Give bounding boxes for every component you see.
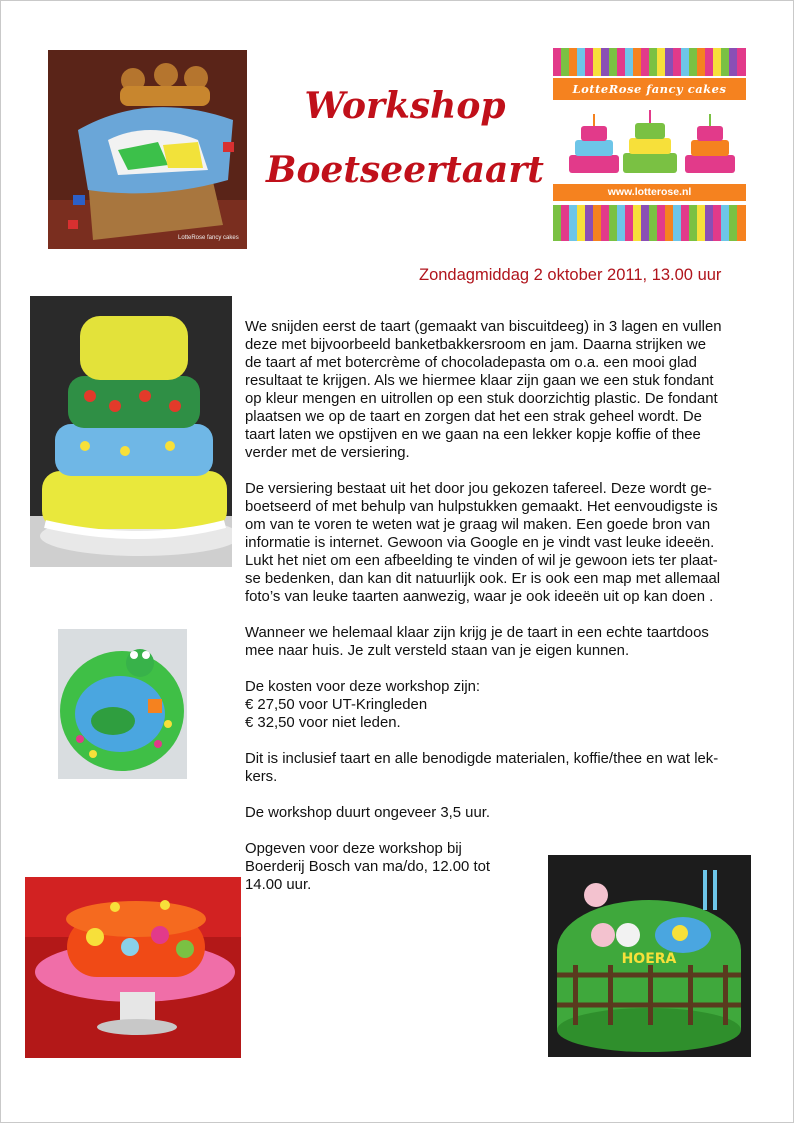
text-line: de taart af met botercrème of chocoladepasta om o.a. een mooi glad	[245, 355, 697, 371]
logo-brand-name: LotteRose fancy cakes	[553, 78, 746, 100]
text-line: Wanneer we helemaal klaar zijn krijg je de taart in een echte taartdoos	[245, 625, 709, 641]
paragraph-preparation	[245, 318, 759, 462]
text-line: Opgeven voor deze workshop bij	[245, 841, 462, 857]
logo-url: www.lotterose.nl	[553, 184, 746, 201]
text-line: plaatsen we op de taart en zorgen dat het een strak geheel wordt. De	[245, 409, 702, 425]
text-line: informatie is internet. Gewoon via Google en je vindt vast leuke ideeën.	[245, 535, 715, 551]
text-line: Boerderij Bosch van ma/do, 12.00 tot	[245, 859, 491, 875]
text-line: Lukt het niet om een afbeelding te vinden of wil je gewoon iets ter plaat-	[245, 553, 718, 569]
text-line: We snijden eerst de taart (gemaakt van biscuitdeeg) in 3 lagen en vullen	[245, 319, 722, 335]
duration-text: De workshop duurt ongeveer 3,5 uur.	[245, 805, 491, 821]
paragraph-inclusive	[245, 750, 759, 786]
text-line: deze met bijvoorbeeld banketbakkersroom en jam. Daarna strijken we	[245, 337, 707, 353]
costs-heading: De kosten voor deze workshop zijn:	[245, 679, 481, 695]
text-line: taart laten we opstijven en we gaan na een lekker kopje koffie of thee	[245, 427, 701, 443]
paragraph-signup	[245, 840, 759, 894]
text-line: kers.	[245, 769, 278, 785]
title-line-1: Workshop	[304, 85, 506, 127]
text-line: resultaat te krijgen. Als we hiermee klaar zijn gaan we een stuk fondant	[245, 373, 714, 389]
farm-cake-topper-text: HOERA	[621, 951, 677, 967]
text-line: boetseerd of met behulp van hulpstukken gemaakt. Het eenvoudigste is	[245, 499, 718, 515]
text-line: 14.00 uur.	[245, 877, 312, 893]
lotterose-logo	[553, 48, 746, 241]
text-line: verder met de versiering.	[245, 445, 410, 461]
paragraph-finish	[245, 624, 759, 660]
paragraph-decoration	[245, 480, 759, 606]
text-line: De versiering bestaat uit het door jou gekozen tafereel. Deze wordt ge-	[245, 481, 712, 497]
photo-tiered-cake	[30, 296, 232, 567]
paragraph-duration	[245, 804, 759, 822]
photo-frog-cake	[58, 629, 187, 779]
text-line: mee naar huis. Je zult versteld staan van je eigen kunnen.	[245, 643, 630, 659]
text-line: foto’s van leuke taarten aanwezig, waar je ook ideeën uit op kan doen .	[245, 589, 714, 605]
photo-bed-cake	[48, 50, 247, 249]
price-member: € 27,50 voor UT-Kringleden	[245, 697, 428, 713]
text-line: se bedenken, dan kan dit natuurlijk ook. Er is ook een map met allemaal	[245, 571, 721, 587]
text-line: op kleur mengen en uitrollen op een stuk doorzichtig plastic. De fondant	[245, 391, 718, 407]
price-non-member: € 32,50 voor niet leden.	[245, 715, 401, 731]
title-line-2: Boetseertaart	[266, 149, 544, 191]
text-line: Dit is inclusief taart en alle benodigde materialen, koffie/thee en wat lek-	[245, 751, 719, 767]
body-text	[245, 318, 759, 912]
paragraph-costs	[245, 678, 759, 732]
text-line: om van te voren te weten wat je graag wil maken. Een goede bron van	[245, 517, 711, 533]
event-date: Zondagmiddag 2 oktober 2011, 13.00 uur	[419, 266, 722, 284]
photo-caption: LotteRose fancy cakes	[178, 235, 239, 241]
photo-flower-cake	[25, 877, 241, 1058]
